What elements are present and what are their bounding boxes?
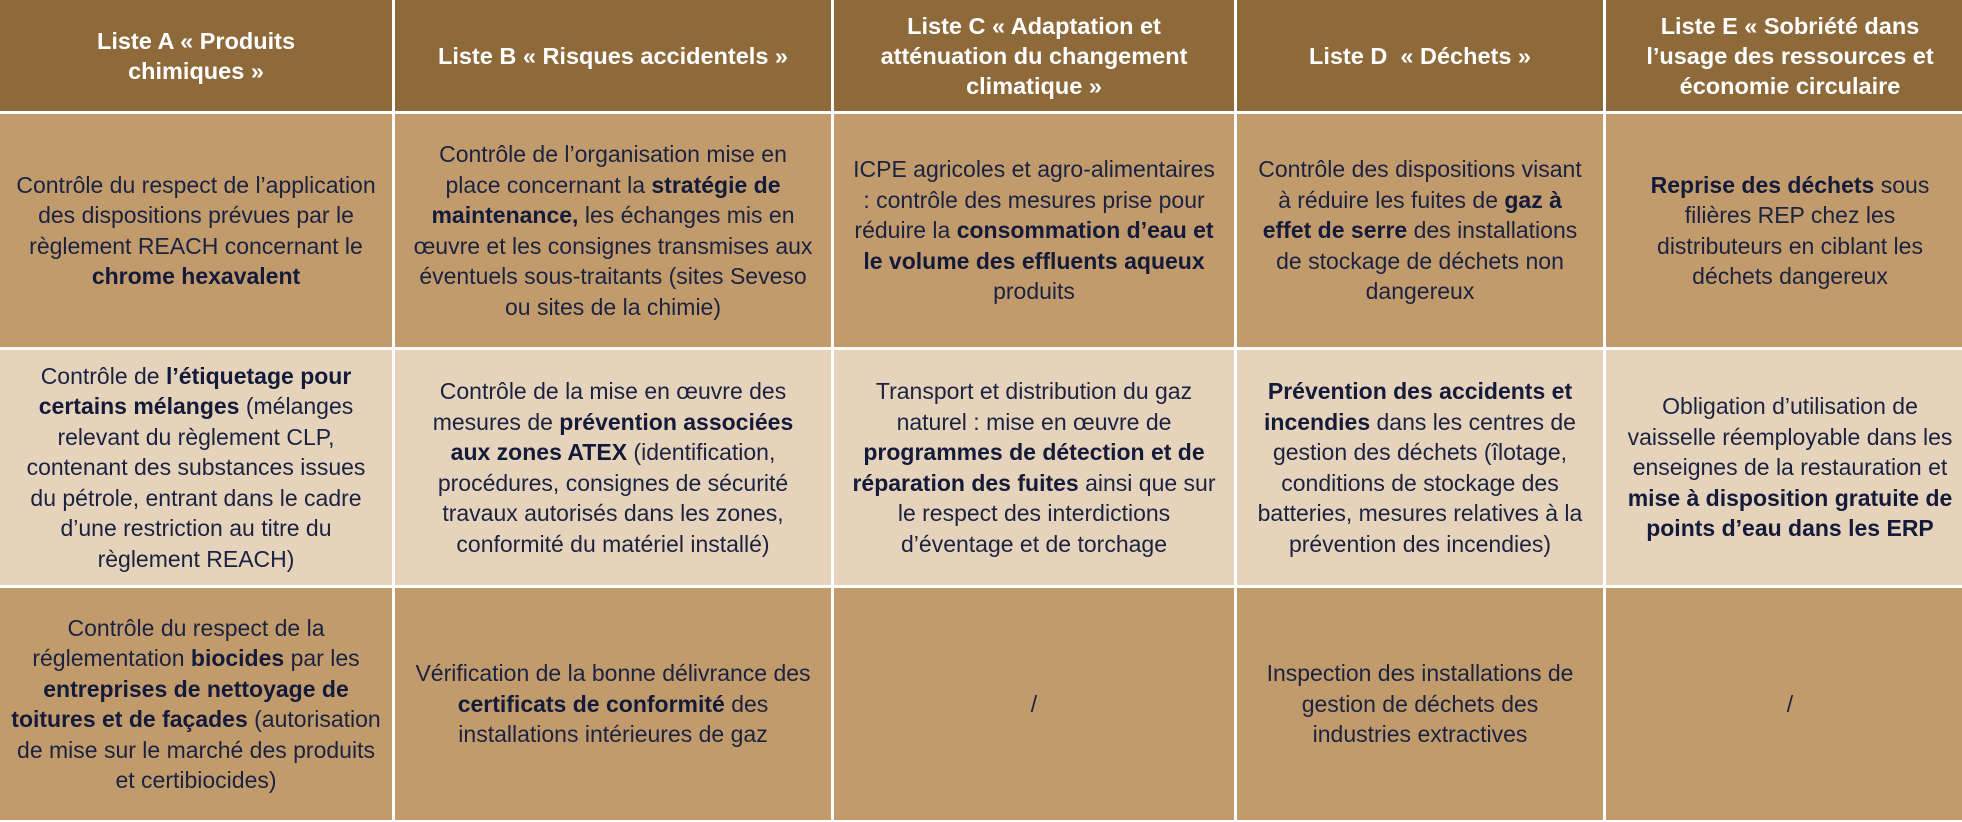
bold-text-segment: gaz à effet de serre: [1262, 186, 1562, 244]
cell-row1-list-a: [0, 114, 392, 347]
cell-text: [1260, 658, 1580, 750]
cell-text: [11, 613, 381, 796]
text-segment: Contrôle de: [40, 362, 166, 389]
cell-row2-list-e: [1606, 350, 1962, 585]
header-list-d: [1237, 0, 1603, 111]
text-segment: Contrôle de l’organisation mise en place concernant la: [439, 141, 787, 198]
text-segment: Contrôle de la mise en œuvre des mesures de: [432, 378, 787, 435]
cell-row3-list-b: [395, 588, 831, 820]
bold-text-segment: programmes de détection et de réparation des fuites: [852, 439, 1205, 496]
header-list-c: [834, 0, 1234, 111]
text-segment: ainsi que sur le respect des interdictions d’éventage et de torchage: [897, 469, 1216, 557]
bold-text-segment: entreprises de nettoyage de toitures et de façades: [11, 675, 349, 732]
cell-text: [413, 139, 813, 322]
cell-text: [11, 361, 381, 575]
cell-row2-list-b: [395, 350, 831, 585]
bold-text-segment: consommation d’eau et le volume des effluents aqueux: [863, 217, 1214, 274]
cell-text: [1787, 689, 1793, 720]
text-segment: produits: [993, 278, 1075, 305]
text-segment: ICPE agricoles et agro-alimentaires : contrôle des mesures prise pour réduire la: [853, 156, 1215, 244]
text-segment: Transport et distribution du gaz naturel : mise en œuvre de: [875, 378, 1193, 435]
text-segment: dans les centres de gestion des déchets (îlotage, conditions de stockage des batteries, mesures relatives à la prévention des incendies): [1257, 408, 1583, 557]
cell-text: [1255, 154, 1585, 307]
cell-row3-list-c: [834, 588, 1234, 820]
bold-text-segment: Reprise des déchets: [1650, 171, 1875, 198]
cell-text: [1620, 391, 1960, 544]
text-segment: par les: [284, 645, 360, 671]
cell-text: [849, 154, 1219, 307]
cell-row1-list-b: [395, 114, 831, 347]
bold-text-segment: mise à disposition gratuite de points d’eau dans les ERP: [1627, 484, 1953, 542]
cell-text: [408, 658, 818, 750]
bold-text-segment: stratégie de maintenance,: [431, 171, 781, 228]
header-list-b-label: Liste B « Risques accidentels »: [437, 42, 789, 69]
bold-text-segment: Prévention des accidents et incendies: [1264, 378, 1573, 435]
cell-row3-list-a: [0, 588, 392, 820]
cell-text: [413, 376, 813, 559]
text-segment: (mélanges relevant du règlement CLP, contenant des substances issues du pétrole, entrant dans le cadre d’une restriction au titre du règlement REACH): [26, 393, 366, 572]
header-list-a: [0, 0, 392, 111]
cell-row3-list-d: [1237, 588, 1603, 820]
text-segment: les échanges mis en œuvre et les consignes transmises aux éventuels sous-traitants (sites Seveso ou sites de la chimie): [413, 202, 813, 320]
cell-row1-list-c: [834, 114, 1234, 347]
header-list-e-label: Liste E « Sobriété dans l’usage des ressources et économie circulaire: [1646, 12, 1934, 99]
header-list-a-label: Liste A « Produits chimiques »: [96, 27, 296, 84]
cell-row1-list-e: [1606, 114, 1962, 347]
text-segment: des installations intérieures de gaz: [458, 690, 769, 748]
cell-row2-list-d: [1237, 350, 1603, 585]
text-segment: Obligation d’utilisation de vaisselle réemployable dans les enseignes de la restauration et: [1627, 393, 1953, 481]
cell-text: [849, 376, 1219, 559]
text-segment: Contrôle des dispositions visant à réduire les fuites de: [1258, 156, 1582, 213]
text-segment: des installations de stockage de déchets non dangereux: [1276, 217, 1578, 305]
cell-text: [1255, 376, 1585, 559]
bold-text-segment: certificats de conformité: [457, 690, 725, 717]
bold-text-segment: prévention associées aux zones ATEX: [450, 408, 794, 465]
cell-row2-list-c: [834, 350, 1234, 585]
text-segment: (autorisation de mise sur le marché des produits et certibiocides): [17, 706, 381, 793]
text-segment: (identification, procédures, consignes de sécurité travaux autorisés dans les zones, conformité du matériel installé): [437, 439, 789, 557]
text-segment: Contrôle du respect de la réglementation: [32, 614, 325, 671]
cell-row3-list-e: [1606, 588, 1962, 820]
cell-text: [11, 170, 381, 292]
bold-text-segment: chrome hexavalent: [91, 263, 301, 289]
text-segment: /: [1030, 690, 1038, 717]
header-list-c-label: Liste C « Adaptation et atténuation du changement climatique »: [880, 12, 1188, 99]
text-segment: Inspection des installations de gestion de déchets des industries extractives: [1266, 660, 1574, 748]
header-list-d-label: Liste D « Déchets »: [1308, 42, 1532, 69]
header-list-b: [395, 0, 831, 111]
cell-text: [1031, 689, 1037, 720]
header-list-e: [1606, 0, 1962, 111]
cell-row1-list-d: [1237, 114, 1603, 347]
bold-text-segment: biocides: [190, 645, 285, 671]
text-segment: Vérification de la bonne délivrance des: [415, 660, 811, 687]
cell-text: [1625, 170, 1955, 292]
cell-row2-list-a: [0, 350, 392, 585]
text-segment: Contrôle du respect de l’application des dispositions prévues par le règlement REACH concernant le: [16, 171, 376, 259]
bold-text-segment: l’étiquetage pour certains mélanges: [38, 362, 352, 420]
text-segment: sous filières REP chez les distributeurs en ciblant les déchets dangereux: [1657, 171, 1930, 289]
text-segment: /: [1786, 690, 1794, 717]
